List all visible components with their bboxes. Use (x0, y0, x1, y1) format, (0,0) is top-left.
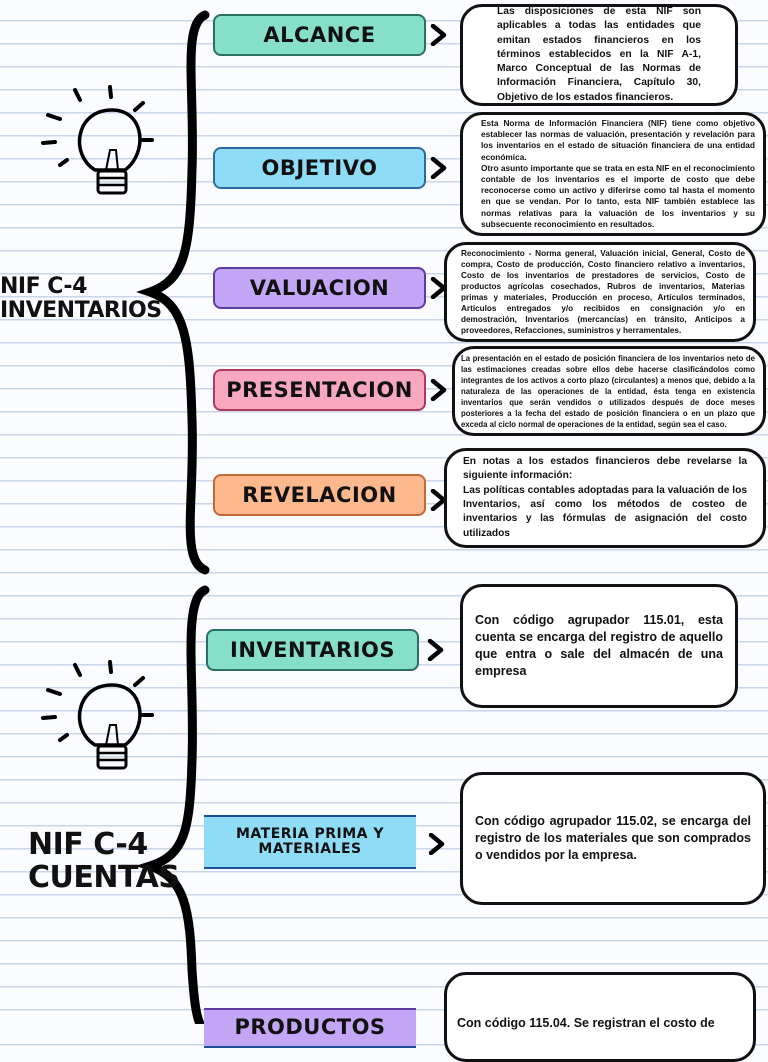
tag-productos: PRODUCTOS (204, 1008, 416, 1048)
tag-revelacion: REVELACION (213, 474, 426, 516)
lightbulb-icon (40, 660, 160, 775)
section-title-inventarios: NIF C-4 INVENTARIOS (0, 274, 162, 324)
tag-presentacion: PRESENTACION (213, 369, 426, 411)
description-productos-text: Con código 115.04. Se registran el costo de (457, 1016, 715, 1030)
description-valuacion-text: Reconocimiento - Norma general, Valuación inicial, General, Costo de compra, Costo de producción, Costo financiero relativo a inventarios, Costo de los inventarios de prestadores de servicios, Costo de productos agrícolas cosechados, Rubros de inventarios, Materias primas y materiales, Producción en proceso, Artículos terminados, Artículos entregados y/o recibidos en consignación y/o en demostración, Inventarios (mercancías) en tránsito, Anticipos a proveedores, Refacciones, suministros y herramentales. (461, 249, 745, 335)
chevron-right-icon (428, 833, 446, 855)
tag-inventarios: INVENTARIOS (206, 629, 419, 671)
description-presentacion-text: La presentación en el estado de posición financiera de los inventarios neto de las estimaciones creadas sobre ellos debe hacerse clasificándolos como integrantes de los activos a corto plazo (circulantes) a menos que, debido a la naturaleza de las operaciones de la entidad, ésta tenga en existencia inventarios que serán vendidos o utilizados después de doce meses posteriores a la fecha del estado de posición financiera o en un plazo que exceda al ciclo normal de operaciones de la entidad, según sea el caso. (461, 353, 755, 429)
chevron-right-icon (427, 639, 445, 661)
description-alcance-text: Las disposiciones de esta NIF son aplicables a todas las entidades que emitan estados financieros en los términos establecidos en la NIF A-1, Marco Conceptual de las Normas de Información Financiera, Capítulo 30, Objetivo de los estados financieros. (497, 5, 701, 103)
tag-materia-prima: MATERIA PRIMA Y MATERIALES (204, 815, 416, 869)
description-materia-prima-text: Con código agrupador 115.02, se encarga del registro de los materiales que son comprados o vendidos por la empresa. (475, 814, 751, 862)
tag-alcance: ALCANCE (213, 14, 426, 56)
tag-valuacion: VALUACION (213, 267, 426, 309)
description-materia-prima (460, 772, 766, 905)
description-revelacion-text: En notas a los estados financieros debe revelarse la siguiente información: Las políticas contables adoptadas para la valuación de los Inventarios, así como los métodos de costeo de inventarios y las fórmulas de asignación del costo utilizados (463, 456, 747, 539)
description-inventarios (460, 584, 738, 708)
description-productos (444, 972, 756, 1062)
description-objetivo-text: Esta Norma de Información Financiera (NIF) tiene como objetivo establecer las normas de valuación, presentación y revelación para los inventarios en el estado de situación financiera de una entidad económica. Otro asunto importante que se trata en esta NIF en el reconocimiento contable de los inventarios es el importe de costo que debe reconocerse como un activo y diferirse como tal hasta el momento en que se vendan. Por lo tanto, esta NIF también establece las normas relativas para la valuación de los inventarios y su subsecuente reconocimiento en resultados. (481, 117, 755, 229)
section-title-cuentas: NIF C-4 CUENTAS (28, 827, 180, 895)
description-inventarios-text: Con código agrupador 115.01, esta cuenta se encarga del registro de aquello que entra o sale del almacén de una empresa (475, 613, 723, 678)
tag-objetivo: OBJETIVO (213, 147, 426, 189)
